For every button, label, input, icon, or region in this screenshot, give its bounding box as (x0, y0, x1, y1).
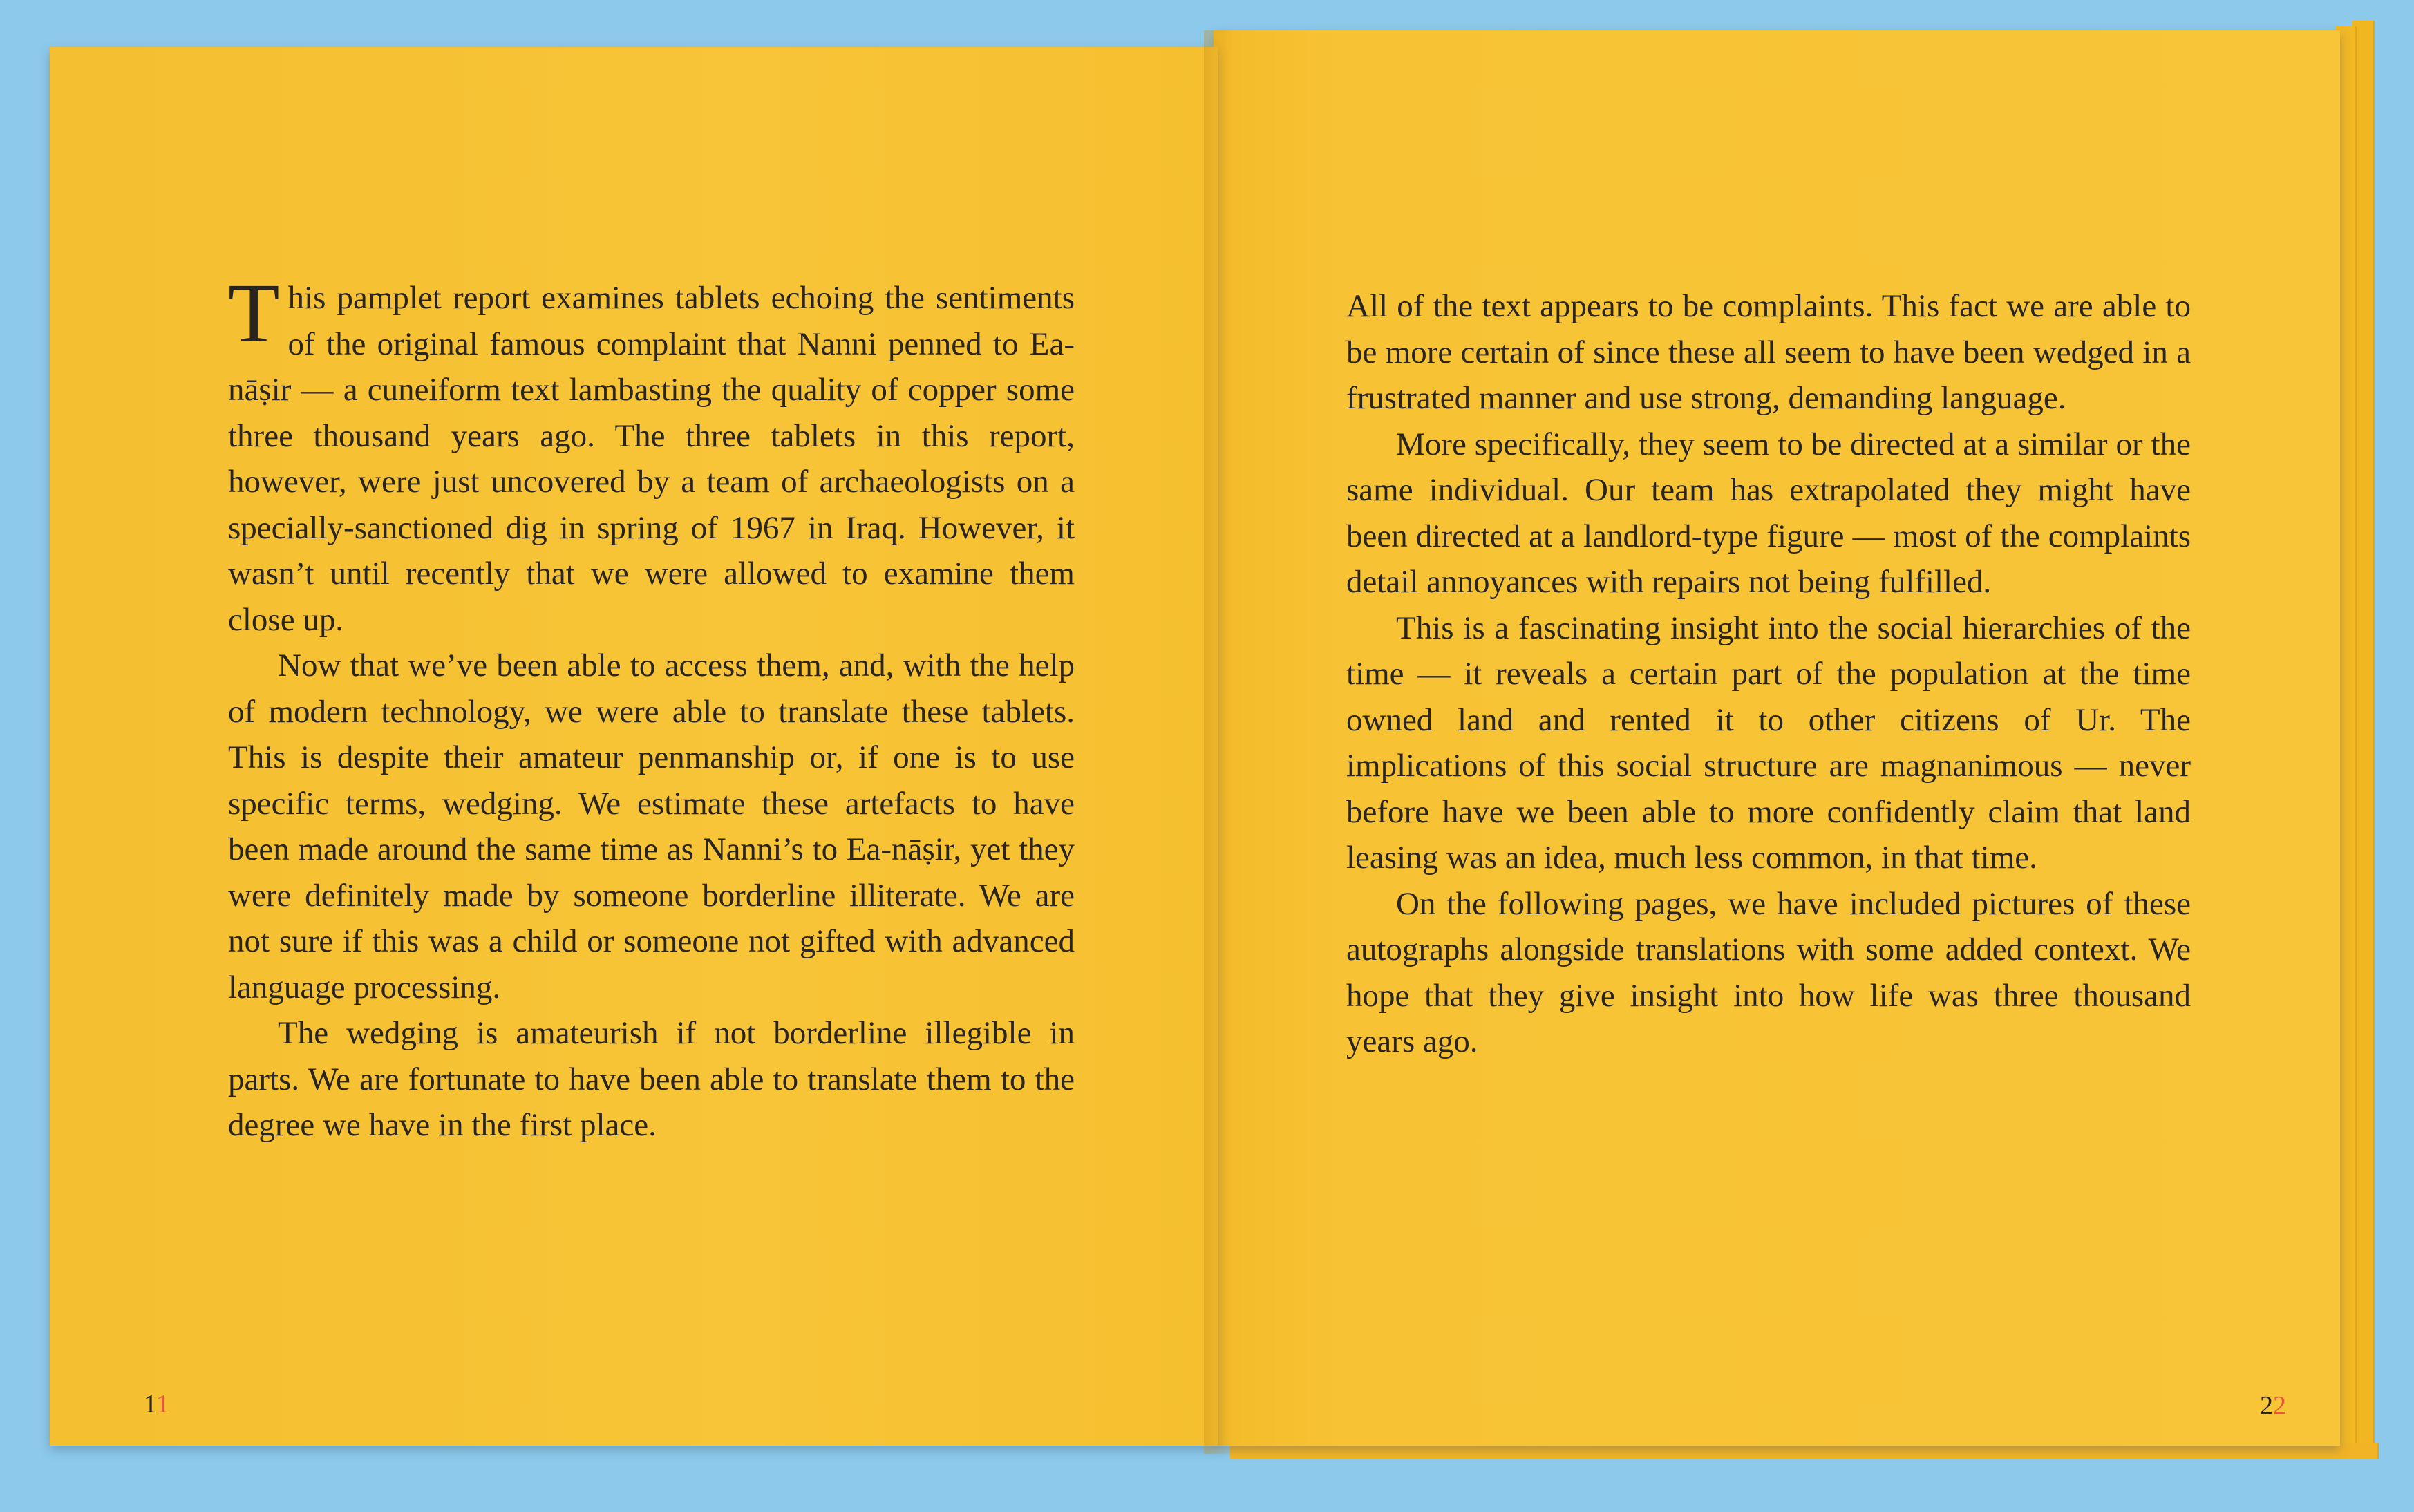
page-number-ghost: 1 (155, 1390, 169, 1419)
book-gutter (1204, 30, 1232, 1454)
paragraph: This is a fascinating insight into the social hierarchies of the time — it reveals a certain part of the population at the time owned land and rented it to other citizens of Ur. The implications of this social structure are magnanimous — never before have we been able to more confidently claim that land leasing was an idea, much less common, in that time. (1346, 609, 2191, 876)
paragraph (228, 267, 1075, 643)
drop-cap: T (228, 267, 280, 360)
left-page-text (228, 267, 1075, 1149)
page-number-left (144, 1389, 169, 1419)
paragraph: On the following pages, we have included pictures of these autographs alongside translations with some added context. We hope that they give insight into how life was three thousand years ago. (1346, 885, 2191, 1059)
page-number: 1 (144, 1390, 156, 1419)
paragraph: More specifically, they seem to be directed at a similar or the same individual. Our team has extrapolated they might have been directed at a landlord-type figure — most of the complaints detail annoyances with repairs not being fulfilled. (1346, 426, 2191, 600)
paragraph: All of the text appears to be complaints. This fact we are able to be more certain of since these all seem to have been wedged in a frustrated manner and use strong, demanding language. (1346, 288, 2191, 416)
page-number: 2 (2260, 1391, 2273, 1420)
right-page-text (1346, 283, 2191, 1065)
paragraph: Now that we’ve been able to access them, and, with the help of modern technology, we were able to translate these tablets. This is despite their amateur penmanship or, if one is to use specific terms, wedging. We estimate these artefacts to have been made around the same time as Nanni’s to Ea-nāṣir, yet they were definitely made by someone borderline illiterate. We are not sure if this was a child or someone not gifted with advanced language processing. (228, 648, 1075, 1005)
paragraph-text: his pamplet report examines tablets echoing the sentiments of the original famous complaint that Nanni penned to Ea-nāṣir — a cuneiform text lambasting the quality of copper some three thousand years ago. The three tablets in this report, however, were just uncovered by a team of archaeologists on a specially-sanctioned dig in spring of 1967 in Iraq. However, it wasn’t until recently that we were allowed to examine them close up. (228, 280, 1075, 638)
page-number-right (2260, 1390, 2286, 1421)
page-number-ghost: 2 (2273, 1391, 2286, 1420)
paragraph: The wedging is amateurish if not borderline illegible in parts. We are fortunate to have been able to translate them to the degree we have in the first place. (228, 1015, 1075, 1143)
